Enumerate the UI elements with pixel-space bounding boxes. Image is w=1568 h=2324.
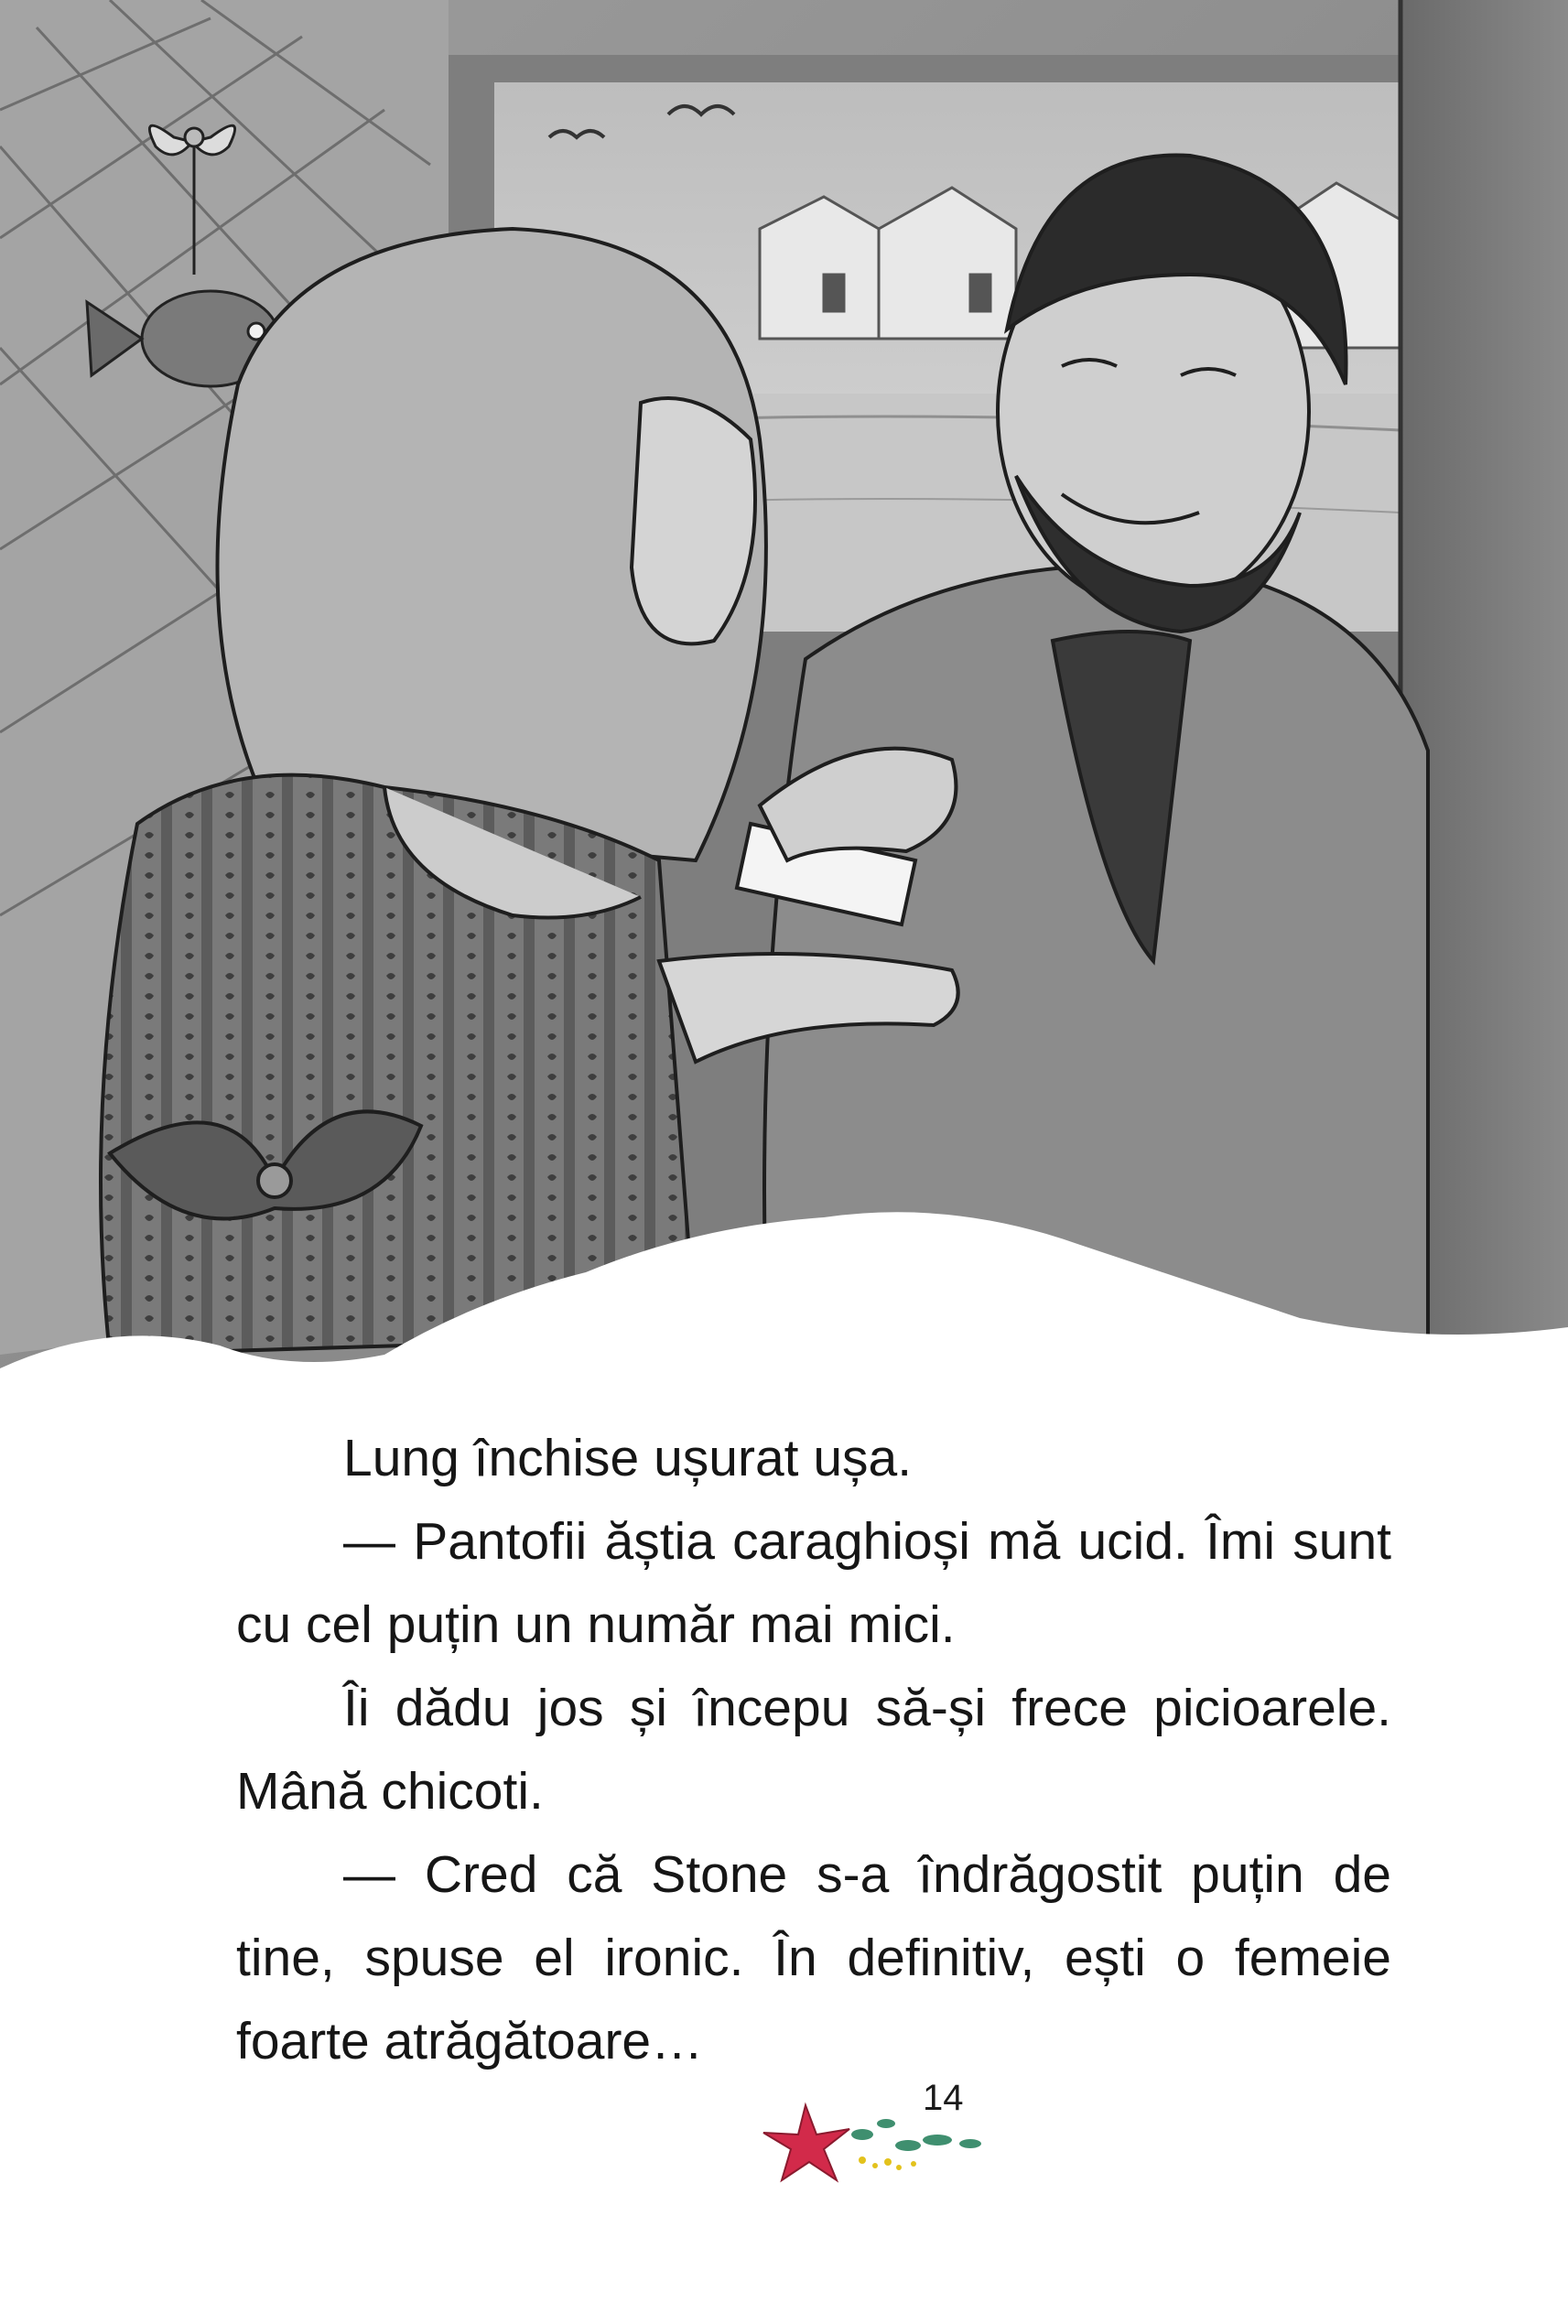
starfish-icon [725, 2089, 1000, 2186]
page-number: 14 [923, 2078, 964, 2118]
paragraph-1: Lung închise ușurat ușa. [343, 1429, 913, 1487]
paragraph-4: — Cred că Stone s-a îndrăgostit puțin de tine, spuse el ironic. În definitiv, ești o femeie foarte atrăgătoare… [236, 1845, 1391, 2070]
story-text [236, 1417, 1391, 2083]
page-footer [725, 2076, 1000, 2186]
paragraph-2: — Pantofii ăștia caraghioși mă ucid. Îmi sunt cu cel puțin un număr mai mici. [236, 1512, 1391, 1654]
paragraph-3: Îi dădu jos și începu să-și frece picioarele. Mână chicoti. [236, 1679, 1391, 1821]
